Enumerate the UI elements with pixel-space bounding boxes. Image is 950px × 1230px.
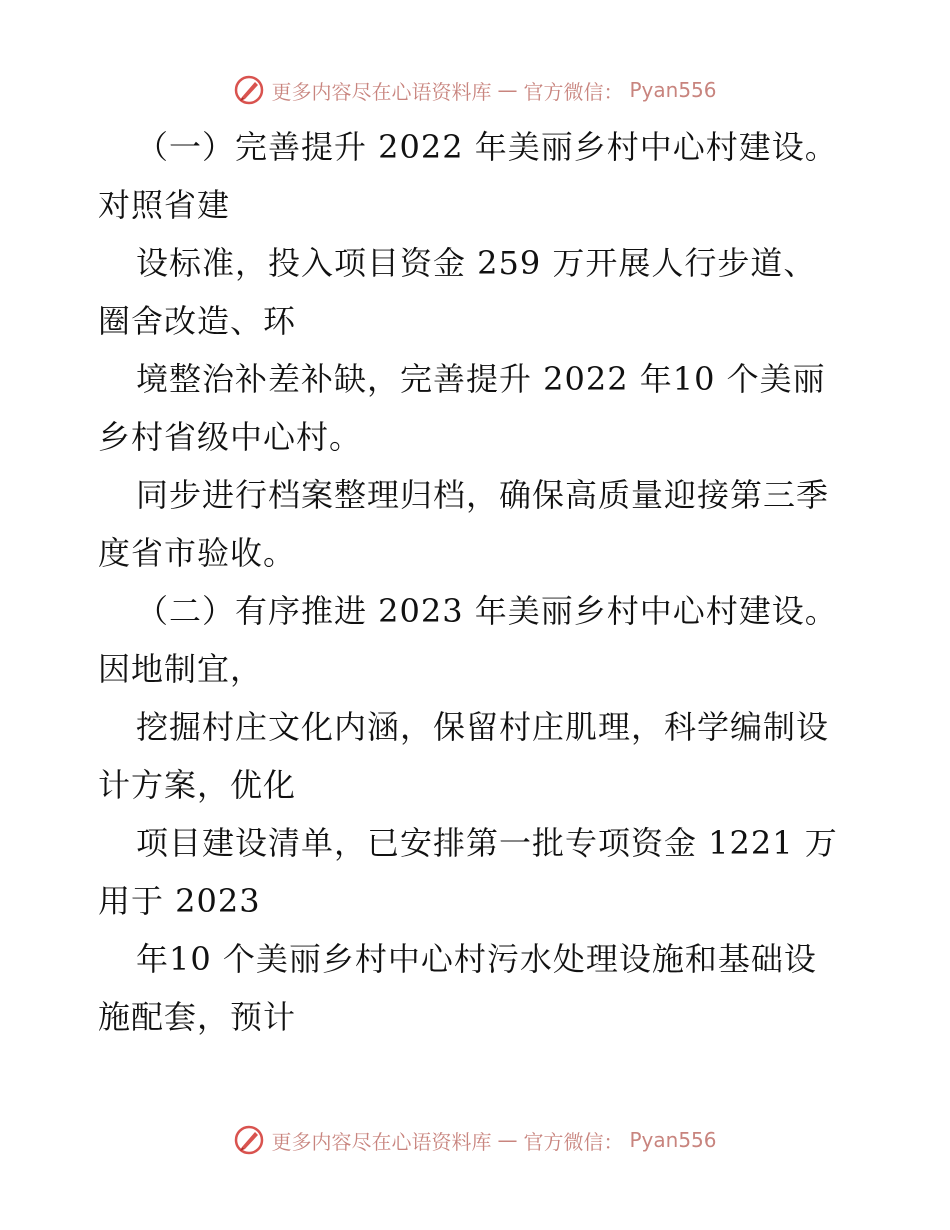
quill-pen-logo-icon: [233, 1124, 265, 1156]
text-line: 项目建设清单，已安排第一批专项资金 1221 万: [136, 824, 838, 862]
watermark-dash: —: [497, 1128, 518, 1152]
watermark-header: [0, 70, 950, 110]
text-line: 度省市验收。: [98, 534, 297, 572]
watermark-wechat-id: Pyan556: [629, 78, 717, 102]
text-line: 年10 个美丽乡村中心村污水处理设施和基础设: [136, 940, 817, 978]
document-body: [98, 118, 858, 1046]
text-line: 乡村省级中心村。: [98, 418, 363, 456]
text-line: 境整治补差补缺，完善提升 2022 年10 个美丽: [136, 360, 826, 398]
watermark-site-text: 更多内容尽在心语资料库: [271, 1129, 492, 1154]
text-line: 同步进行档案整理归档，确保高质量迎接第三季: [136, 476, 830, 514]
text-line: 挖掘村庄文化内涵，保留村庄肌理，科学编制设: [136, 708, 830, 746]
text-line: （二）有序推进 2023 年美丽乡村中心村建设。: [136, 592, 838, 630]
watermark-site-text: 更多内容尽在心语资料库: [271, 79, 492, 104]
watermark-footer: [0, 1120, 950, 1160]
text-line: 用于 2023: [98, 882, 261, 920]
text-line: 设标准，投入项目资金 259 万开展人行步道、: [136, 244, 817, 282]
text-line: 对照省建: [98, 186, 231, 224]
text-line: 计方案，优化: [98, 766, 297, 804]
quill-pen-logo-icon: [233, 74, 265, 106]
text-line: 圈舍改造、环: [98, 302, 297, 340]
watermark-wechat-id: Pyan556: [629, 1128, 717, 1152]
watermark-wechat-label: 官方微信：: [523, 1129, 624, 1154]
text-line: （一）完善提升 2022 年美丽乡村中心村建设。: [136, 128, 838, 166]
watermark-dash: —: [497, 78, 518, 102]
watermark-wechat-label: 官方微信：: [523, 79, 624, 104]
text-line: 施配套，预计: [98, 998, 297, 1036]
text-line: 因地制宜，: [98, 650, 264, 688]
